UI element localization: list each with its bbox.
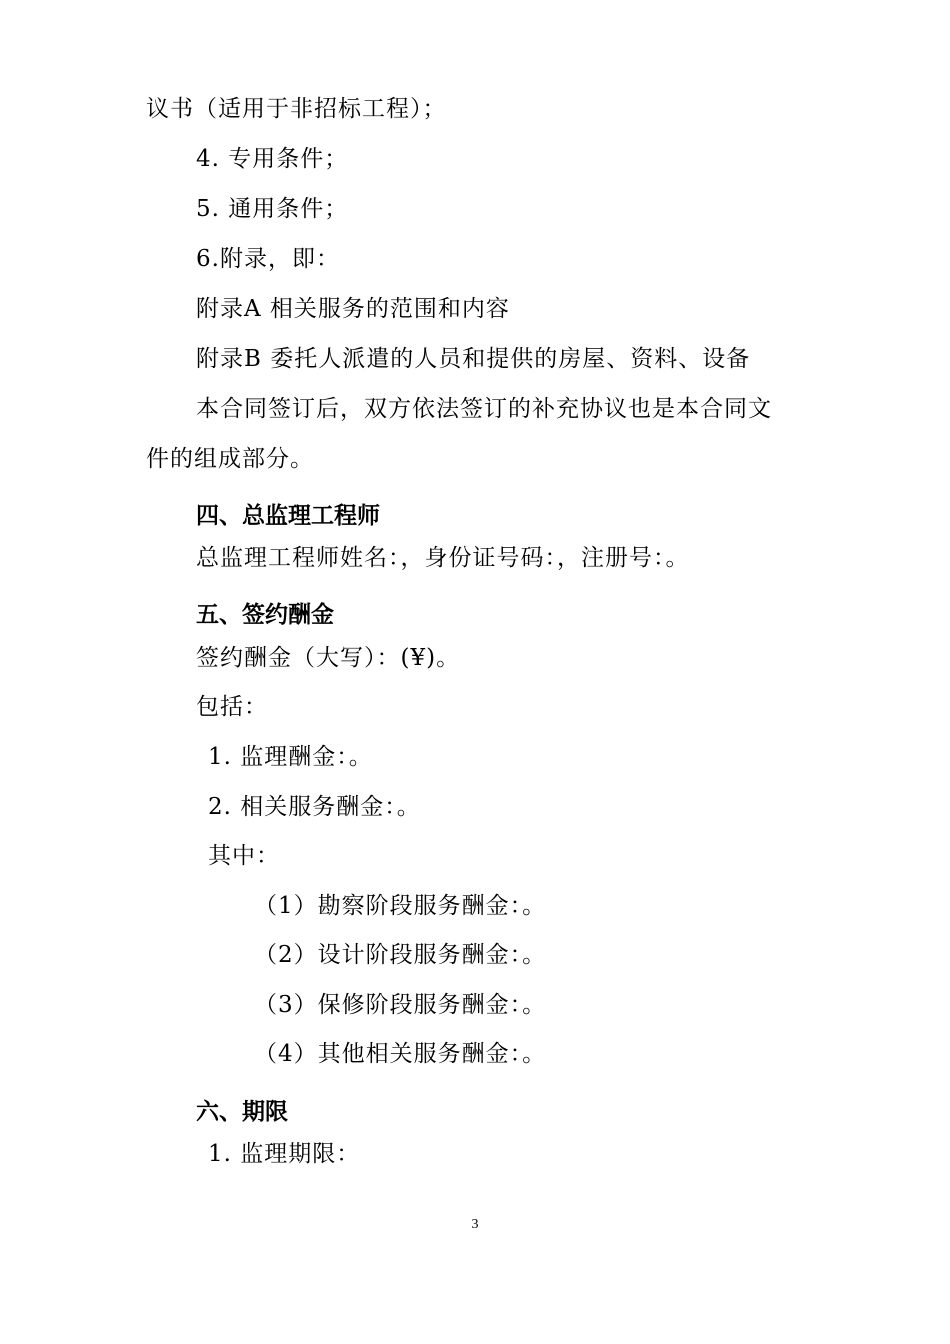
body-line: 包括： [196, 694, 268, 720]
section-heading: 四、总监理工程师 [196, 502, 380, 529]
list-item: 4. 专用条件； [196, 146, 349, 172]
section-heading: 五、签约酬金 [196, 601, 334, 628]
fee-amount-line: 签约酬金（大写）：(¥)。 [196, 645, 461, 671]
page-number: 3 [471, 1217, 479, 1232]
body-line: 议书（适用于非招标工程）； [146, 96, 447, 122]
list-item: 6.附录，即： [196, 246, 340, 272]
body-line: 其中： [208, 843, 280, 869]
body-line: 件的组成部分。 [146, 446, 314, 472]
sub-list-item: （1）勘察阶段服务酬金：。 [254, 893, 547, 919]
list-item: 2. 相关服务酬金：。 [208, 794, 421, 820]
list-item: 1. 监理期限： [208, 1141, 361, 1167]
appendix-b-line: 附录B 委托人派遣的人员和提供的房屋、资料、设备 [196, 346, 751, 372]
sub-list-item: （2）设计阶段服务酬金：。 [254, 942, 547, 968]
sub-list-item: （4）其他相关服务酬金：。 [254, 1041, 547, 1067]
section-heading: 六、期限 [196, 1098, 288, 1125]
list-item: 1. 监理酬金：。 [208, 744, 373, 770]
body-line: 本合同签订后，双方依法签订的补充协议也是本合同文 [196, 396, 772, 422]
appendix-a-line: 附录A 相关服务的范围和内容 [196, 296, 510, 322]
chief-engineer-line: 总监理工程师姓名：，身份证号码：，注册号：。 [196, 545, 690, 571]
sub-list-item: （3）保修阶段服务酬金：。 [254, 992, 547, 1018]
list-item: 5. 通用条件； [196, 196, 349, 222]
